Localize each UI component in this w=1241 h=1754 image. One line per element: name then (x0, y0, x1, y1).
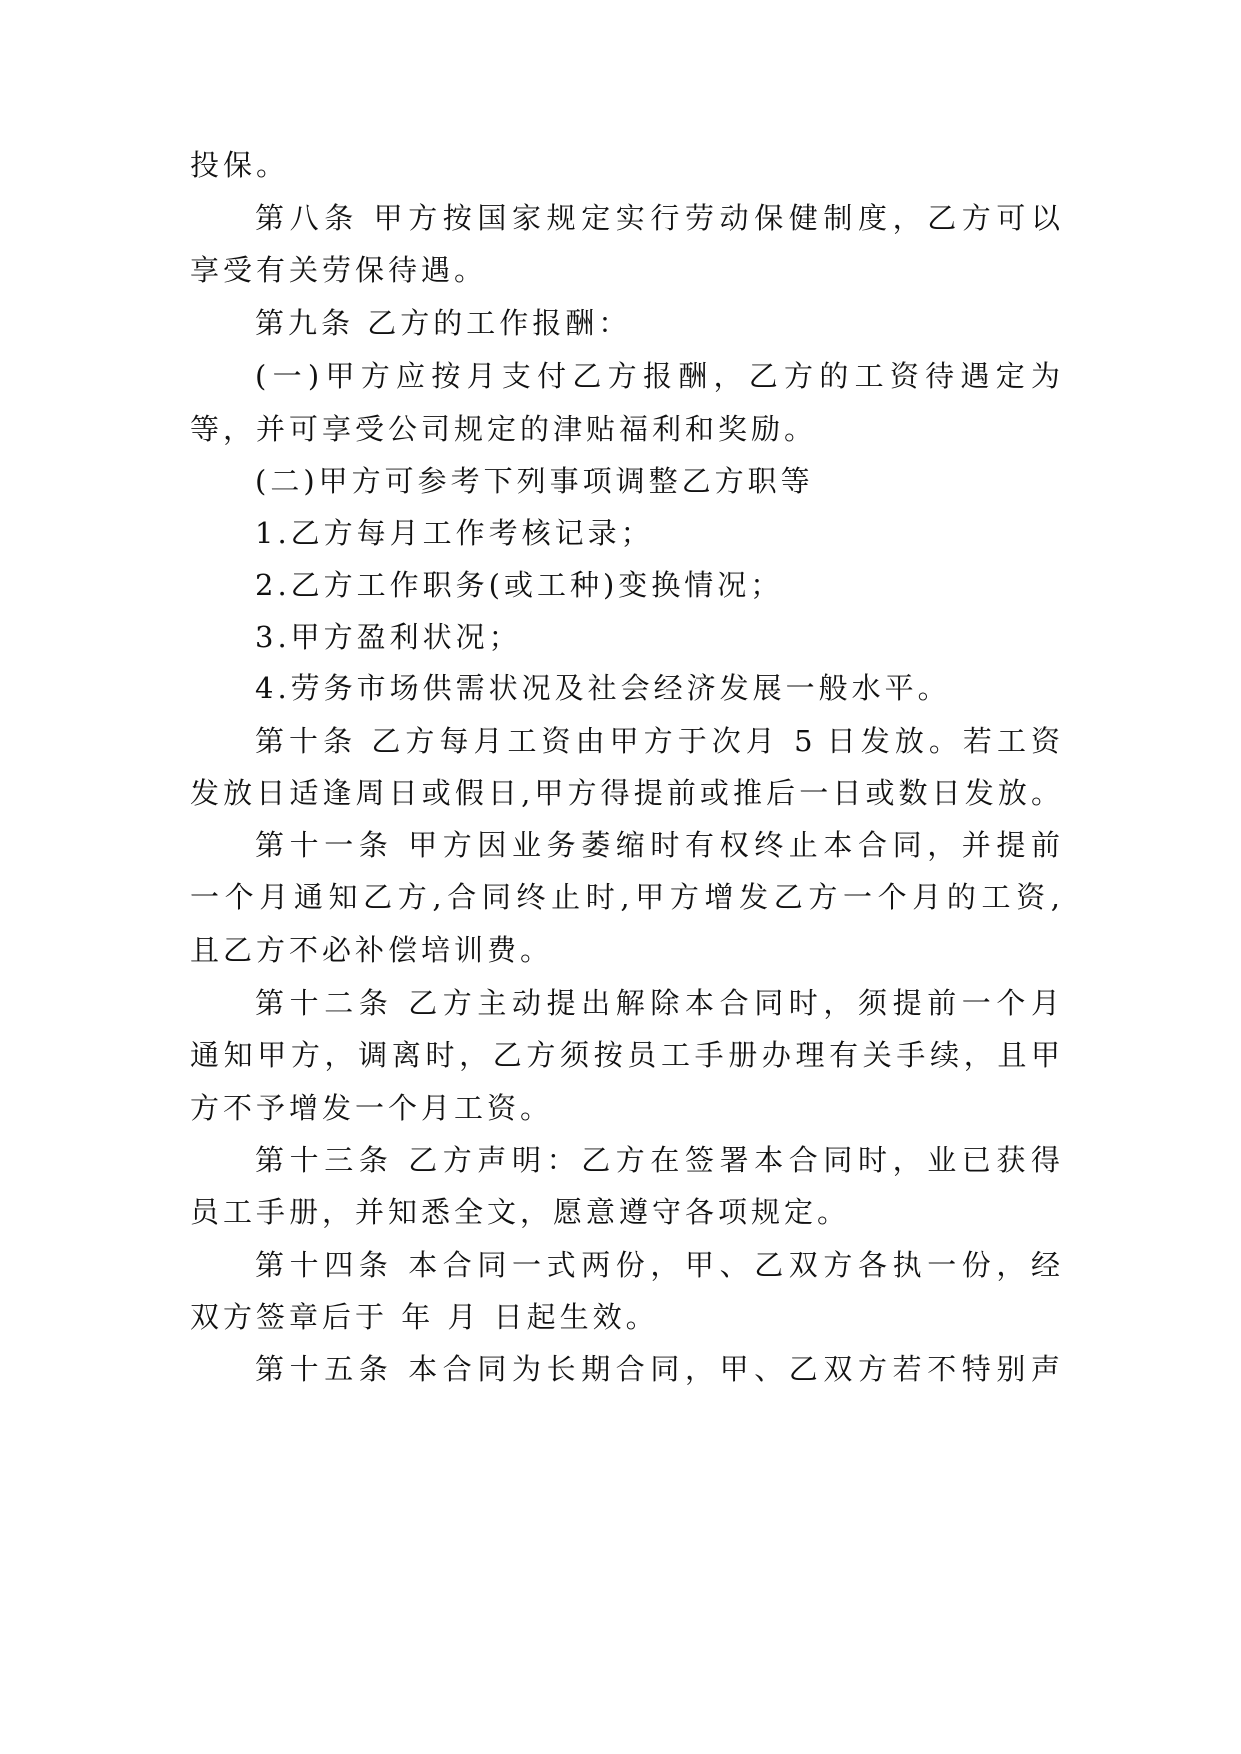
text-line: 一个月通知乙方,合同终止时,甲方增发乙方一个月的工资, (190, 880, 1060, 914)
text-line: 双方签章后于 年 月 日起生效。 (190, 1300, 659, 1334)
text-line: 投保。 (190, 148, 290, 182)
text-line: 且乙方不必补偿培训费。 (190, 933, 554, 967)
text-line: 等，并可享受公司规定的津贴福利和奖励。 (190, 412, 818, 446)
text-line: 第十四条 本合同一式两份，甲、乙双方各执一份，经 (255, 1248, 1060, 1282)
text-line: 第八条 甲方按国家规定实行劳动保健制度，乙方可以 (255, 201, 1060, 235)
text-line: 2.乙方工作职务(或工种)变换情况； (255, 568, 784, 602)
text-line: (一)甲方应按月支付乙方报酬，乙方的工资待遇定为 (255, 359, 1060, 393)
text-line: 方不予增发一个月工资。 (190, 1091, 554, 1125)
text-line: 员工手册，并知悉全文，愿意遵守各项规定。 (190, 1195, 851, 1229)
text-line: 通知甲方，调离时，乙方须按员工手册办理有关手续，且甲 (190, 1038, 1060, 1072)
text-line: (二)甲方可参考下列事项调整乙方职等 (255, 464, 814, 498)
text-line: 4.劳务市场供需状况及社会经济发展一般水平。 (255, 671, 951, 705)
text-line: 第十三条 乙方声明：乙方在签署本合同时，业已获得 (255, 1143, 1060, 1177)
text-line: 第九条 乙方的工作报酬： (255, 306, 632, 340)
text-line: 3.甲方盈利状况； (255, 620, 522, 654)
text-line: 第十条 乙方每月工资由甲方于次月 5 日发放。若工资 (255, 724, 1060, 758)
text-line: 享受有关劳保待遇。 (190, 253, 488, 287)
text-line: 1.乙方每月工作考核记录； (255, 516, 654, 550)
text-line: 第十一条 甲方因业务萎缩时有权终止本合同，并提前 (255, 828, 1060, 862)
text-line: 第十五条 本合同为长期合同，甲、乙双方若不特别声 (255, 1352, 1060, 1386)
text-line: 第十二条 乙方主动提出解除本合同时，须提前一个月 (255, 986, 1060, 1020)
text-line: 发放日适逢周日或假日,甲方得提前或推后一日或数日发放。 (190, 776, 1060, 810)
